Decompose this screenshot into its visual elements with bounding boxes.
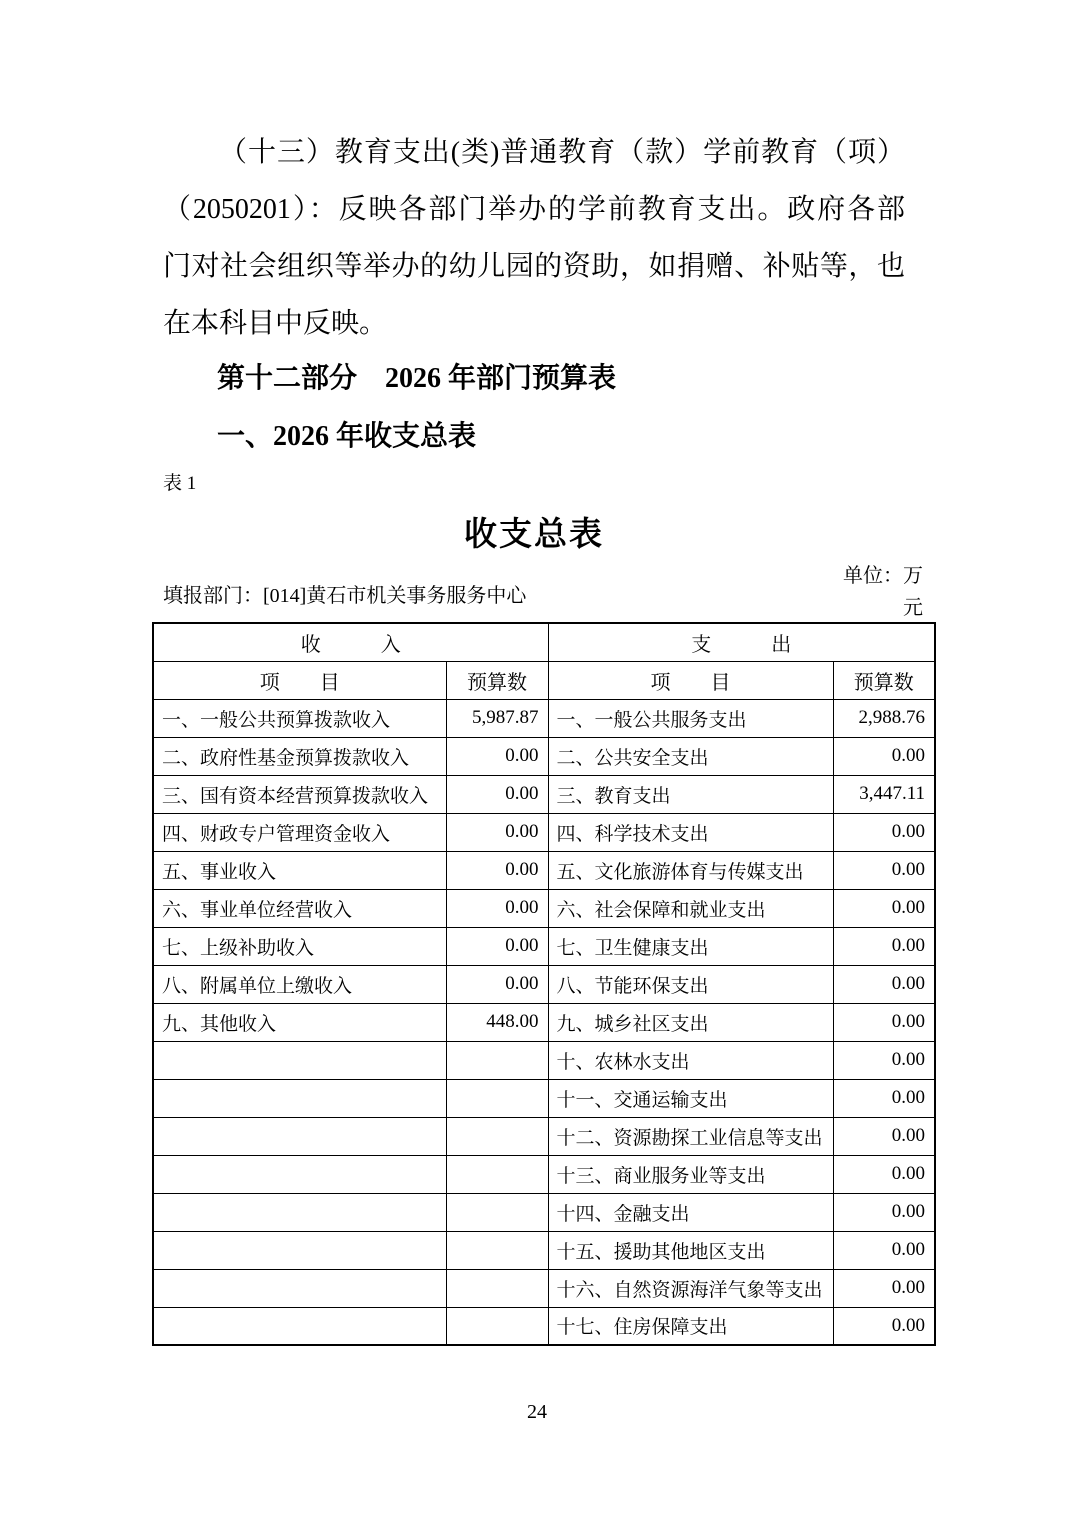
- expense-item-cell: 二、公共安全支出: [548, 737, 833, 775]
- group-header-row: [153, 623, 935, 661]
- table-row: [153, 1269, 935, 1307]
- expense-budget-cell: 0.00: [833, 851, 935, 889]
- income-budget-cell: [446, 1117, 548, 1155]
- income-budget-cell: 0.00: [446, 737, 548, 775]
- expense-item-cell: 九、城乡社区支出: [548, 1003, 833, 1041]
- paragraph-line: 在本科目中反映。: [163, 308, 388, 339]
- expense-budget-cell: 0.00: [833, 813, 935, 851]
- expense-budget-cell: 0.00: [833, 1193, 935, 1231]
- income-budget-cell: [446, 1193, 548, 1231]
- expense-budget-cell: 0.00: [833, 927, 935, 965]
- expense-budget-cell: 0.00: [833, 1117, 935, 1155]
- table-row: [153, 737, 935, 775]
- expense-item-cell: 五、文化旅游体育与传媒支出: [548, 851, 833, 889]
- expense-budget-header: 预算数: [833, 661, 935, 699]
- expense-item-header: 项 目: [548, 661, 833, 699]
- income-budget-cell: 5,987.87: [446, 699, 548, 737]
- income-item-cell: 六、事业单位经营收入: [153, 889, 446, 927]
- paragraph-line: 门对社会组织等举办的幼儿园的资助，如捐赠、补贴等，也: [163, 251, 905, 282]
- income-item-header: 项 目: [153, 661, 446, 699]
- expense-item-cell: 六、社会保障和就业支出: [548, 889, 833, 927]
- expense-budget-cell: 0.00: [833, 1307, 935, 1345]
- expense-item-cell: 十、农林水支出: [548, 1041, 833, 1079]
- table-row: [153, 699, 935, 737]
- expense-item-cell: 八、节能环保支出: [548, 965, 833, 1003]
- income-item-cell: [153, 1155, 446, 1193]
- expense-budget-cell: 0.00: [833, 1041, 935, 1079]
- table-number-label: 表 1: [163, 473, 197, 494]
- income-item-cell: 一、一般公共预算拨款收入: [153, 699, 446, 737]
- expense-item-cell: 四、科学技术支出: [548, 813, 833, 851]
- income-budget-cell: 0.00: [446, 927, 548, 965]
- reporting-department: 填报部门：[014]黄石市机关事务服务中心: [163, 585, 527, 607]
- expense-item-cell: 十三、商业服务业等支出: [548, 1155, 833, 1193]
- expense-budget-cell: 0.00: [833, 737, 935, 775]
- table-row: [153, 851, 935, 889]
- income-item-cell: 四、财政专户管理资金收入: [153, 813, 446, 851]
- income-item-cell: 三、国有资本经营预算拨款收入: [153, 775, 446, 813]
- table-row: [153, 775, 935, 813]
- expense-item-cell: 十二、资源勘探工业信息等支出: [548, 1117, 833, 1155]
- income-item-cell: [153, 1117, 446, 1155]
- expense-budget-cell: 0.00: [833, 965, 935, 1003]
- unit-label-line2: 元: [903, 597, 923, 619]
- income-budget-cell: 0.00: [446, 775, 548, 813]
- income-budget-cell: 448.00: [446, 1003, 548, 1041]
- table-row: [153, 1193, 935, 1231]
- section-heading: 第十二部分 2026 年部门预算表: [217, 363, 617, 394]
- expense-budget-cell: 3,447.11: [833, 775, 935, 813]
- expense-budget-cell: 0.00: [833, 1079, 935, 1117]
- income-item-cell: [153, 1079, 446, 1117]
- table-row: [153, 927, 935, 965]
- income-budget-cell: [446, 1155, 548, 1193]
- income-item-cell: 七、上级补助收入: [153, 927, 446, 965]
- income-item-cell: 五、事业收入: [153, 851, 446, 889]
- income-budget-cell: 0.00: [446, 851, 548, 889]
- income-budget-cell: 0.00: [446, 965, 548, 1003]
- column-header-row: [153, 661, 935, 699]
- income-item-cell: 九、其他收入: [153, 1003, 446, 1041]
- expense-budget-cell: 0.00: [833, 1155, 935, 1193]
- unit-label: [843, 560, 923, 624]
- income-item-cell: 八、附属单位上缴收入: [153, 965, 446, 1003]
- table-row: [153, 889, 935, 927]
- table-row: [153, 965, 935, 1003]
- table-row: [153, 1041, 935, 1079]
- subsection-heading: 一、2026 年收支总表: [217, 421, 477, 452]
- table-row: [153, 1117, 935, 1155]
- expense-budget-cell: 2,988.76: [833, 699, 935, 737]
- income-item-cell: [153, 1231, 446, 1269]
- income-item-cell: [153, 1269, 446, 1307]
- paragraph-line: （十三）教育支出(类)普通教育（款）学前教育（项）: [219, 137, 905, 168]
- income-item-cell: [153, 1307, 446, 1345]
- table-row: [153, 1155, 935, 1193]
- income-item-cell: [153, 1041, 446, 1079]
- income-budget-cell: [446, 1041, 548, 1079]
- income-budget-cell: [446, 1307, 548, 1345]
- table-row: [153, 1307, 935, 1345]
- income-budget-cell: [446, 1079, 548, 1117]
- income-budget-header: 预算数: [446, 661, 548, 699]
- expense-budget-cell: 0.00: [833, 1003, 935, 1041]
- table-row: [153, 1079, 935, 1117]
- budget-summary-table: [152, 622, 936, 1346]
- expense-item-cell: 十五、援助其他地区支出: [548, 1231, 833, 1269]
- expense-item-cell: 十四、金融支出: [548, 1193, 833, 1231]
- expense-item-cell: 一、一般公共服务支出: [548, 699, 833, 737]
- expense-item-cell: 三、教育支出: [548, 775, 833, 813]
- income-item-cell: [153, 1193, 446, 1231]
- income-budget-cell: [446, 1269, 548, 1307]
- expense-item-cell: 十六、自然资源海洋气象等支出: [548, 1269, 833, 1307]
- paragraph-line: （2050201）：反映各部门举办的学前教育支出。政府各部: [163, 194, 905, 225]
- expense-budget-cell: 0.00: [833, 889, 935, 927]
- table-row: [153, 1231, 935, 1269]
- table-row: [153, 813, 935, 851]
- expense-budget-cell: 0.00: [833, 1231, 935, 1269]
- income-budget-cell: 0.00: [446, 889, 548, 927]
- income-budget-cell: 0.00: [446, 813, 548, 851]
- page-number: 24: [527, 1401, 547, 1423]
- income-budget-cell: [446, 1231, 548, 1269]
- expense-item-cell: 十七、住房保障支出: [548, 1307, 833, 1345]
- income-item-cell: 二、政府性基金预算拨款收入: [153, 737, 446, 775]
- table-row: [153, 1003, 935, 1041]
- unit-label-line1: 单位：万: [843, 565, 923, 587]
- body-paragraph: [163, 124, 905, 352]
- table-title: 收支总表: [464, 517, 604, 553]
- table-body: [153, 699, 935, 1345]
- income-group-header: 收 入: [153, 623, 548, 661]
- expense-group-header: 支 出: [548, 623, 935, 661]
- expense-item-cell: 七、卫生健康支出: [548, 927, 833, 965]
- expense-budget-cell: 0.00: [833, 1269, 935, 1307]
- expense-item-cell: 十一、交通运输支出: [548, 1079, 833, 1117]
